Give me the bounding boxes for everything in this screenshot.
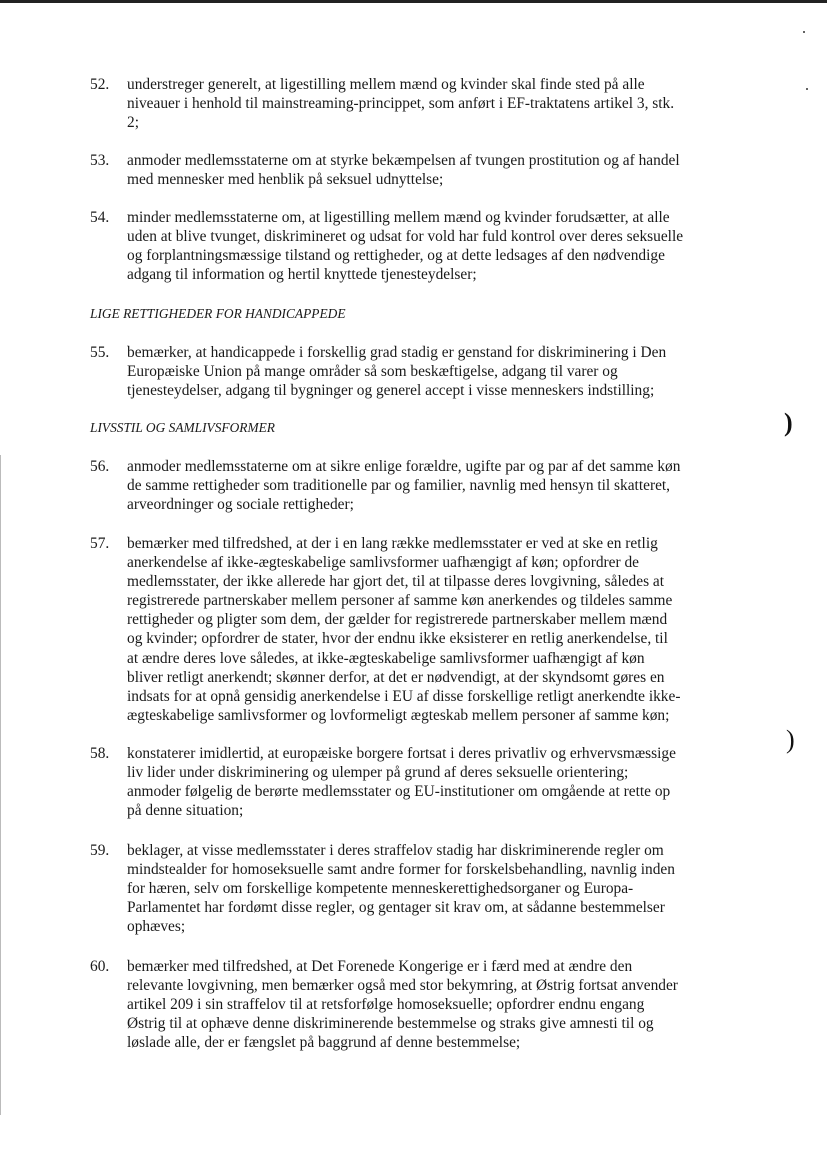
top-border-line — [0, 0, 827, 3]
paragraph-text — [127, 75, 740, 132]
text-line: Østrig til at ophæve denne diskriminerende bestemmelse og straks give amnesti til og — [127, 1015, 654, 1033]
text-line: konstaterer imidlertid, at europæiske borgere fortsat i deres privatliv og erhvervsmæssige — [127, 745, 676, 762]
text-line: ophæves; — [127, 918, 186, 936]
paragraph-58 — [90, 744, 740, 822]
text-line: mindstealder for homoseksuelle samt andre former for forskelsbehandling, navnlig inden — [127, 861, 675, 879]
text-line: beklager, at visse medlemsstater i deres straffelov stadig har diskriminerende regler om — [127, 842, 664, 859]
text-line: rettigheder og pligter som dem, der gælder for registrerede partnerskaber mellem mænd — [127, 611, 668, 629]
text-line: de samme rettigheder som traditionelle par og familier, navnlig med hensyn til skatteret, — [127, 477, 671, 495]
text-line: løslade alle, der er fængslet på baggrund af denne bestemmelse; — [127, 1034, 521, 1052]
text-line: understreger generelt, at ligestilling mellem mænd og kvinder skal finde sted på alle — [127, 76, 645, 93]
text-line: liv lider under diskriminering og ulemper på grund af deres seksuelle orientering; — [127, 764, 629, 782]
text-line: Europæiske Union på mange områder så som beskæftigelse, adgang til varer og — [127, 363, 618, 381]
paragraph-number: 56. — [90, 458, 110, 475]
paragraph-number: 53. — [90, 152, 110, 169]
paragraph-text — [127, 744, 740, 820]
text-line: med mennesker med henblik på seksuel udnyttelse; — [127, 171, 444, 189]
paragraph-number: 52. — [90, 76, 110, 93]
text-line: uden at blive tvunget, diskrimineret og udsat for vold har fuld kontrol over deres seksuelle — [127, 228, 684, 246]
text-line: bemærker, at handicappede i forskellig grad stadig er genstand for diskriminering i Den — [127, 344, 667, 361]
paragraph-text — [127, 151, 740, 189]
paragraph-text — [127, 957, 740, 1052]
text-line: anerkendelse af ikke-ægteskabelige samlivsformer uafhængigt af køn; opfordrer de — [127, 554, 639, 572]
text-line: Parlamentet har fordømt disse regler, og gentager sit krav om, at sådanne bestemmelser — [127, 899, 665, 917]
text-line: for hæren, selv om forskellige kompetente menneskerettighedsorganer og Europa- — [127, 880, 634, 898]
text-line: 2; — [127, 114, 139, 132]
text-line: og kvinder; opfordrer de stater, hvor der endnu ikke eksisterer en retlig anerkendelse, til — [127, 630, 668, 648]
text-line: på denne situation; — [127, 802, 244, 820]
margin-bracket-mark: ) — [784, 408, 793, 437]
paragraph-55 — [90, 343, 740, 401]
paragraph-59 — [90, 841, 740, 938]
margin-bracket-mark: ) — [786, 725, 795, 754]
scan-speck — [806, 88, 808, 90]
text-line: bliver retligt anerkendt; skønner derfor, at det er nødvendigt, at der skyndsomt gøres en — [127, 668, 665, 686]
text-line: indsats for at opnå gensidig anerkendelse i EU af disse forskellige retligt anerkendte ikke- — [127, 687, 681, 705]
section-heading-handicapped: LIGE RETTIGHEDER FOR HANDICAPPEDE — [90, 306, 346, 321]
paragraph-number: 54. — [90, 209, 110, 226]
text-line: bemærker med tilfredshed, at der i en lang række medlemsstater er ved at ske en retlig — [127, 535, 658, 552]
text-line: registrerede partnerskaber mellem personer af samme køn anerkendes og tildeles samme — [127, 592, 673, 610]
text-line: ægteskabelige samlivsformer og lovformeligt ægteskab mellem personer af samme køn; — [127, 706, 670, 724]
paragraph-number: 58. — [90, 745, 110, 762]
text-line: bemærker med tilfredshed, at Det Forenede Kongerige er i færd med at ændre den — [127, 958, 633, 975]
paragraph-56 — [90, 457, 740, 515]
paragraph-number: 55. — [90, 344, 110, 361]
paragraph-54 — [90, 208, 740, 286]
paragraph-52 — [90, 75, 740, 133]
scan-speck — [803, 31, 805, 33]
text-line: relevante lovgivning, men bemærker også med stor bekymring, at Østrig fortsat anvender — [127, 977, 678, 995]
text-line: medlemsstater, der ikke allerede har gjort det, til at tilpasse deres lovgivning, således at — [127, 573, 665, 591]
paragraph-text — [127, 343, 740, 400]
text-line: anmoder følgelig de berørte medlemsstater og EU-institutioner om omgående at rette op — [127, 783, 671, 801]
text-line: anmoder medlemsstaterne om at styrke bekæmpelsen af tvungen prostitution og af handel — [127, 152, 680, 169]
scan-left-edge — [0, 455, 1, 1115]
text-line: niveauer i henhold til mainstreaming-princippet, som anført i EF-traktatens artikel 3, stk. — [127, 95, 675, 113]
text-line: anmoder medlemsstaterne om at sikre enlige forældre, ugifte par og par af det samme køn — [127, 458, 681, 475]
text-line: artikel 209 i sin straffelov til at retsforfølge homoseksuelle; opfordrer endnu engang — [127, 996, 645, 1014]
paragraph-number: 59. — [90, 842, 110, 859]
paragraph-text — [127, 457, 740, 514]
paragraph-60 — [90, 957, 740, 1054]
text-line: minder medlemsstaterne om, at ligestilling mellem mænd og kvinder forudsætter, at alle — [127, 209, 670, 226]
section-heading-lifestyle: LIVSSTIL OG SAMLIVSFORMER — [90, 420, 275, 435]
paragraph-57 — [90, 534, 740, 726]
text-line: arveordninger og sociale rettigheder; — [127, 496, 354, 514]
paragraph-text — [127, 841, 740, 936]
text-line: og forplantningsmæssige tilstand og rettigheder, og at dette ledsages af den nødvendige — [127, 247, 665, 265]
paragraph-text — [127, 208, 740, 284]
text-line: adgang til information og hertil knyttede tjenesteydelser; — [127, 266, 477, 284]
paragraph-number: 60. — [90, 958, 110, 975]
text-line: at ændre deres love således, at ikke-ægteskabelige samlivsformer uafhængigt af køn — [127, 649, 645, 667]
text-line: tjenesteydelser, adgang til bygninger og generel accept i visse menneskers indstilling; — [127, 382, 655, 400]
paragraph-53 — [90, 151, 740, 191]
paragraph-number: 57. — [90, 535, 110, 552]
paragraph-text — [127, 534, 740, 725]
